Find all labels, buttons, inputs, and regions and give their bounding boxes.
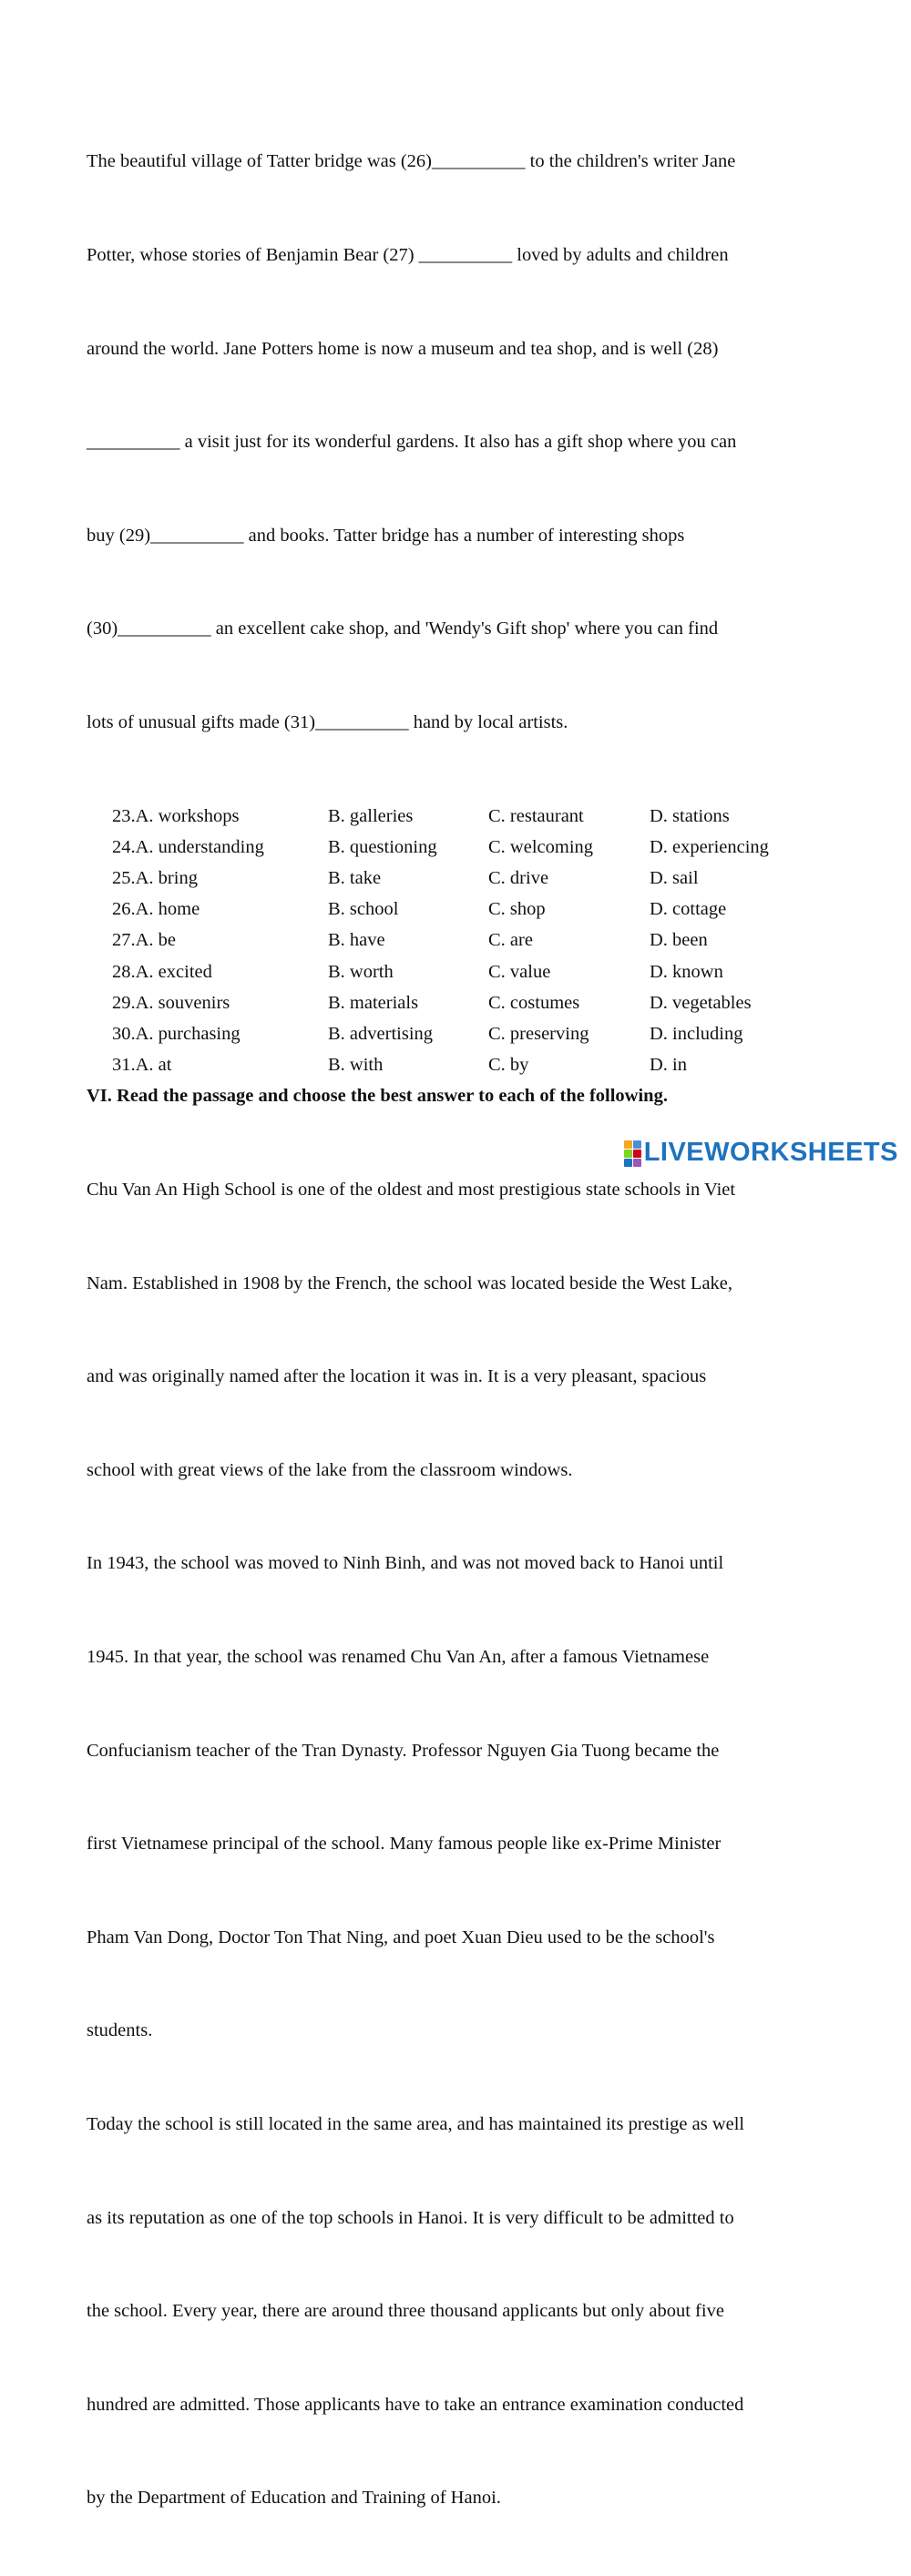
option-c: C. costumes: [488, 992, 580, 1013]
option-b: B. with: [328, 1055, 384, 1076]
passage-line: around the world. Jane Potters home is now a museum and tea shop, and is well (28): [87, 338, 719, 359]
option-c: C. value: [488, 961, 551, 982]
option-c: C. drive: [488, 868, 549, 889]
option-d: D. vegetables: [650, 992, 752, 1013]
option-a: 30.A. purchasing: [112, 1023, 241, 1044]
option-d: D. sail: [650, 868, 699, 889]
option-b: B. worth: [328, 961, 394, 982]
option-a: 23.A. workshops: [112, 805, 240, 826]
passage-line: In 1943, the school was moved to Ninh Binh, and was not moved back to Hanoi until: [87, 1553, 724, 1574]
logo-mark-icon: [624, 1140, 640, 1166]
option-d: D. in: [650, 1055, 687, 1076]
option-a: 24.A. understanding: [112, 836, 264, 857]
question-options-list: [87, 801, 843, 1081]
question-row: [87, 956, 843, 987]
option-d: D. been: [650, 930, 708, 951]
option-d: D. experiencing: [650, 836, 769, 857]
liveworksheets-logo: [624, 1138, 898, 1168]
option-c: C. welcoming: [488, 836, 594, 857]
question-row: [87, 1049, 843, 1080]
passage-line: students.: [87, 2020, 153, 2041]
logo-square: [633, 1140, 641, 1149]
passage-line: lots of unusual gifts made (31)__________ hand by local artists.: [87, 712, 568, 733]
passage-line: Potter, whose stories of Benjamin Bear (27) __________ loved by adults and children: [87, 245, 729, 266]
logo-square: [624, 1159, 632, 1167]
option-d: D. including: [650, 1023, 743, 1044]
option-a: 29.A. souvenirs: [112, 992, 230, 1013]
option-b: B. have: [328, 930, 385, 951]
option-b: B. galleries: [328, 805, 414, 826]
option-b: B. advertising: [328, 1023, 434, 1044]
passage-line: Pham Van Dong, Doctor Ton That Ning, and poet Xuan Dieu used to be the school's: [87, 1927, 715, 1947]
passage-line: Chu Van An High School is one of the oldest and most prestigious state schools in Viet: [87, 1179, 736, 1200]
option-c: C. preserving: [488, 1023, 589, 1044]
option-d: D. known: [650, 961, 723, 982]
passage-line: hundred are admitted. Those applicants have to take an entrance examination conducted: [87, 2394, 744, 2415]
passage-line: and was originally named after the location it was in. It is a very pleasant, spacious: [87, 1366, 707, 1387]
option-c: C. restaurant: [488, 805, 584, 826]
question-row: [87, 1018, 843, 1049]
option-b: B. take: [328, 868, 382, 889]
worksheet-page: [87, 84, 843, 2576]
option-d: D. cottage: [650, 899, 727, 920]
question-row: [87, 801, 843, 832]
passage-line: buy (29)__________ and books. Tatter bridge has a number of interesting shops: [87, 525, 685, 546]
question-row: [87, 925, 843, 956]
passage-line: Today the school is still located in the same area, and has maintained its prestige as well: [87, 2114, 745, 2135]
question-row: [87, 987, 843, 1018]
passage-line: the school. Every year, there are around three thousand applicants but only about five: [87, 2301, 724, 2322]
logo-square: [633, 1150, 641, 1158]
question-row: [87, 832, 843, 863]
passage-line: __________ a visit just for its wonderful gardens. It also has a gift shop where you can: [87, 432, 737, 453]
option-a: 25.A. bring: [112, 868, 198, 889]
question-row: [87, 863, 843, 894]
passage-line: by the Department of Education and Training of Hanoi.: [87, 2488, 501, 2509]
option-b: B. materials: [328, 992, 419, 1013]
logo-text: LIVEWORKSHEETS: [643, 1138, 898, 1167]
option-b: B. questioning: [328, 836, 437, 857]
option-b: B. school: [328, 899, 399, 920]
logo-square: [624, 1150, 632, 1158]
option-a: 31.A. at: [112, 1055, 172, 1076]
option-a: 27.A. be: [112, 930, 177, 951]
logo-square: [624, 1140, 632, 1149]
option-a: 26.A. home: [112, 899, 200, 920]
option-d: D. stations: [650, 805, 730, 826]
section-heading: VI. Read the passage and choose the best answer to each of the following.: [87, 1086, 668, 1107]
logo-square: [633, 1159, 641, 1167]
passage-line: 1945. In that year, the school was renamed Chu Van An, after a famous Vietnamese: [87, 1647, 710, 1667]
passage-line: as its reputation as one of the top schools in Hanoi. It is very difficult to be admitted to: [87, 2207, 734, 2228]
option-c: C. are: [488, 930, 533, 951]
passage-line: Nam. Established in 1908 by the French, the school was located beside the West Lake,: [87, 1273, 733, 1293]
passage-line: (30)__________ an excellent cake shop, and 'Wendy's Gift shop' where you can find: [87, 618, 719, 639]
cloze-passage: [87, 84, 843, 801]
option-c: C. shop: [488, 899, 546, 920]
option-a: 28.A. excited: [112, 961, 212, 982]
passage-line: school with great views of the lake from the classroom windows.: [87, 1459, 573, 1480]
passage-line: The beautiful village of Tatter bridge was (26)__________ to the children's writer Jane: [87, 151, 736, 172]
passage-line: Confucianism teacher of the Tran Dynasty. Professor Nguyen Gia Tuong became the: [87, 1740, 720, 1761]
passage-line: first Vietnamese principal of the school. Many famous people like ex-Prime Minister: [87, 1834, 722, 1855]
option-c: C. by: [488, 1055, 529, 1076]
question-row: [87, 894, 843, 925]
reading-passage: [87, 1112, 843, 2576]
